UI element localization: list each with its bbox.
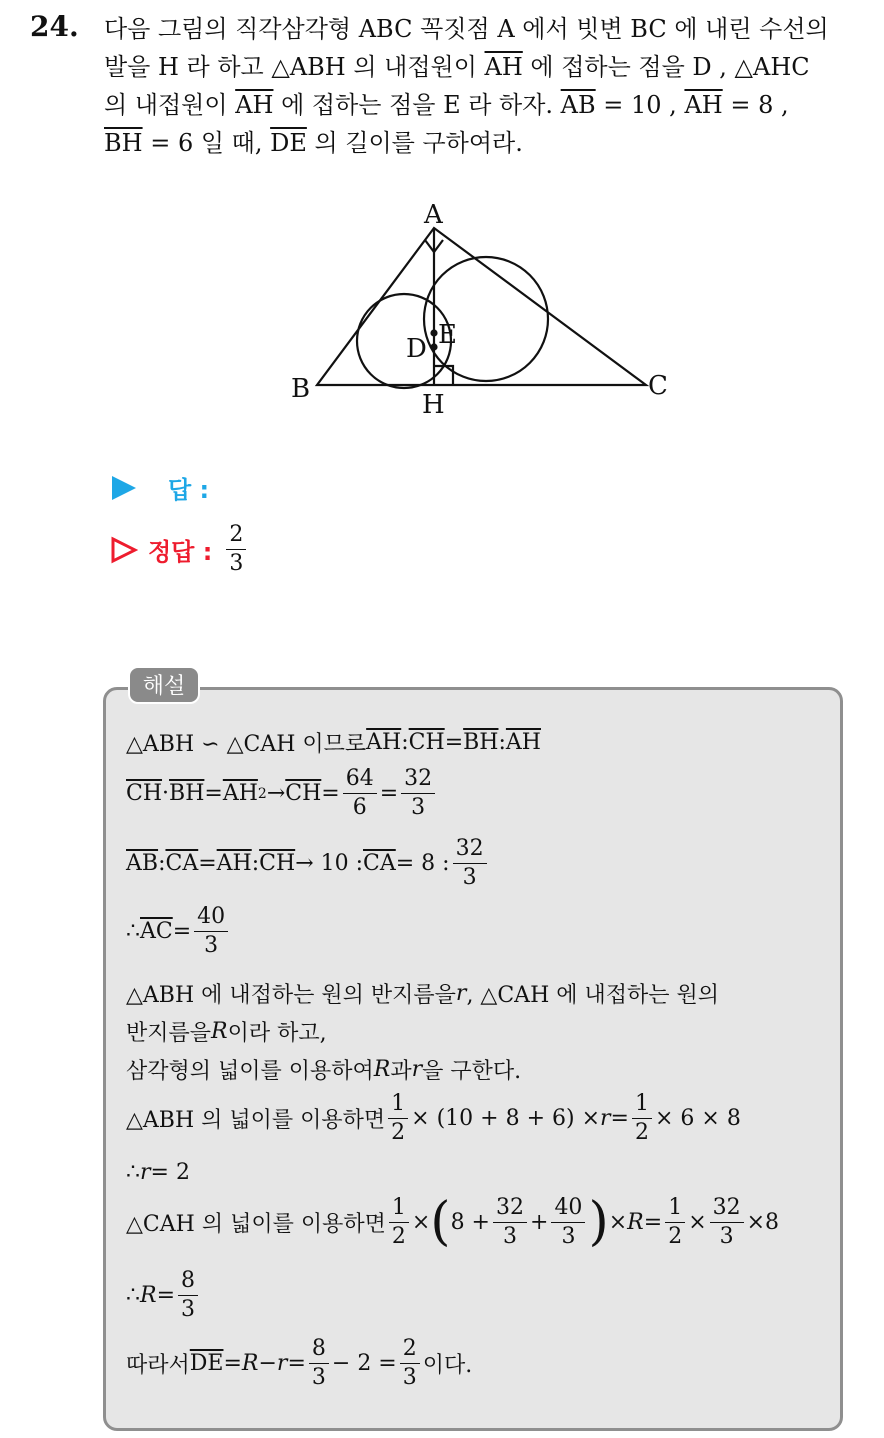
solution-line-10: △CAH 의 넓이를 이용하면 $\frac{1}{2}$ × ( 8 + $\frac{32}{3}$ + $\frac{40}{3}$ ) × R = $\frac{1}{2}$ × $\frac{32}{3}$ ×8	[126, 1192, 780, 1252]
segment-ah: $\overline{AH}$	[684, 91, 723, 119]
label-a: A	[424, 200, 443, 230]
question-line-2: 발을 H 라 하고 △ABH 의 내접원이 $\overline{AH}$ 에 접하는 점을 D , △AHC	[104, 53, 810, 81]
question-line-4: $\overline{BH} = 6$ 일 때, $\overline{DE}$ 의 길이를 구하여라.	[104, 129, 523, 157]
label-b: B	[291, 374, 311, 404]
answer-label: 답 :	[168, 476, 210, 504]
label-e: E	[438, 320, 457, 350]
question-text	[104, 10, 864, 162]
question-number: 24.	[30, 10, 79, 43]
correct-answer-row	[110, 524, 249, 575]
solution-line-11: ∴ R = $\frac{8}{3}$	[126, 1270, 201, 1321]
label-d: D	[406, 334, 427, 364]
point-e	[430, 329, 437, 336]
solution-line-3: $\overline{AB}$ : $\overline{CA}$ = $\overline{AH}$ : $\overline{CH}$ → 10 : $\overline{CA}$ = 8 : $\frac{32}{3}$	[126, 838, 490, 889]
point-d	[430, 343, 437, 350]
incircle-cah	[424, 257, 548, 381]
question-line-1: 다음 그림의 직각삼각형 ABC 꼭짓점 A 에서 빗변 BC 에 내린 수선의	[104, 15, 829, 43]
label-h: H	[422, 390, 445, 420]
solution-line-5: △ABH 에 내접하는 원의 반지름을 r , △CAH 에 내접하는 원의	[126, 981, 719, 1008]
label-c: C	[648, 371, 668, 401]
correct-answer-value: $\frac{2}{3}$	[226, 524, 246, 575]
solution-line-2: $\overline{CH}$ · $\overline{BH}$ = $\overline{AH}$ 2 → $\overline{CH}$ = $\frac{64}{6}$ = $\frac{32}{3}$	[126, 768, 438, 819]
segment-ah: $\overline{AH}$	[484, 53, 523, 81]
segment-ab: $\overline{AB}$	[560, 91, 596, 119]
segment-bh: $\overline{BH}$	[104, 129, 143, 157]
solution-tag: 해설	[128, 666, 200, 704]
triangle-figure	[280, 195, 700, 425]
incircle-abh	[357, 294, 451, 388]
play-outline-icon	[110, 536, 138, 564]
question-line-3: 의 내접원이 $\overline{AH}$ 에 접하는 점을 E 라 하자. $\overline{AB} = 10$ , $\overline{AH} = 8$ ,	[104, 91, 789, 119]
correct-answer-label: 정답 :	[148, 538, 213, 566]
solution-line-12: 따라서 $\overline{DE}$ = R − r = $\frac{8}{3}$ − 2 = $\frac{2}{3}$ 이다.	[126, 1336, 473, 1390]
segment-de: $\overline{DE}$	[270, 129, 307, 157]
segment-ah: $\overline{AH}$	[235, 91, 274, 119]
solution-line-9: ∴ r = 2	[126, 1160, 190, 1185]
solution-line-6: 반지름을 R 이라 하고,	[126, 1019, 327, 1046]
answer-row	[110, 470, 209, 505]
solution-line-8: △ABH 의 넓이를 이용하면 $\frac{1}{2}$ × (10 + 8 + 6) × r = $\frac{1}{2}$ × 6 × 8	[126, 1091, 741, 1145]
solution-line-7: 삼각형의 넓이를 이용하여 R 과 r 을 구한다.	[126, 1057, 522, 1084]
play-icon	[110, 474, 138, 502]
triangle-abc	[317, 228, 646, 385]
solution-line-4: ∴ $\overline{AC}$ = $\frac{40}{3}$	[126, 906, 231, 957]
solution-line-1: △ABH ∽ △CAH 이므로 $\overline{AH}$ : $\overline{CH}$ = $\overline{BH}$ : $\overline{AH}$	[126, 730, 541, 757]
